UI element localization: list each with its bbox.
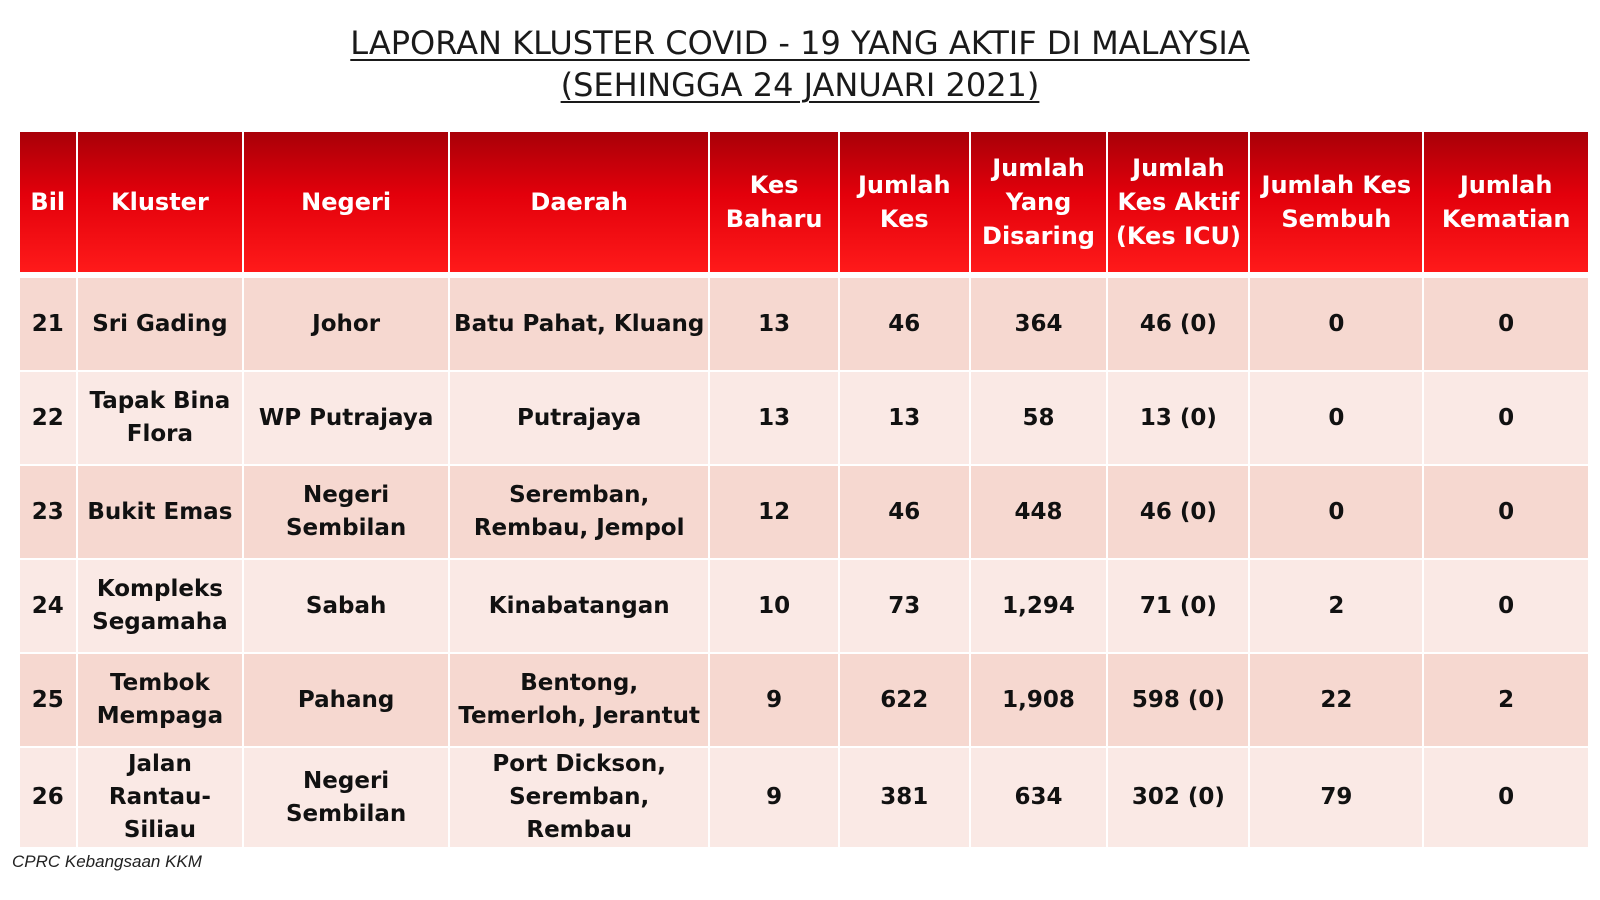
cell-jumlah-kes: 381 <box>840 748 969 847</box>
report-title <box>0 22 1600 106</box>
cell-kluster: Jalan Rantau-Siliau <box>78 748 243 847</box>
cell-kematian: 0 <box>1424 278 1588 370</box>
header-kluster: Kluster <box>78 132 243 272</box>
header-bil: Bil <box>20 132 76 272</box>
cell-kes-aktif: 71 (0) <box>1108 560 1248 652</box>
header-jumlah-disaring: Jumlah Yang Disaring <box>971 132 1107 272</box>
header-daerah: Daerah <box>450 132 708 272</box>
cell-jumlah-kes: 622 <box>840 654 969 746</box>
cell-kematian: 0 <box>1424 372 1588 464</box>
cell-jumlah-kes: 13 <box>840 372 969 464</box>
cell-jumlah-disaring: 58 <box>971 372 1107 464</box>
title-line-1 <box>0 22 1600 64</box>
cell-kluster: Tembok Mempaga <box>78 654 243 746</box>
cell-negeri: Negeri Sembilan <box>244 748 448 847</box>
cell-jumlah-kes: 46 <box>840 466 969 558</box>
cell-kes-sembuh: 0 <box>1250 278 1422 370</box>
cell-daerah: Batu Pahat, Kluang <box>450 278 708 370</box>
cell-bil: 22 <box>20 372 76 464</box>
cell-kes-sembuh: 0 <box>1250 372 1422 464</box>
header-divider-cell <box>20 274 1588 276</box>
cell-negeri: Sabah <box>244 560 448 652</box>
cell-negeri: Johor <box>244 278 448 370</box>
table-row <box>20 278 1588 370</box>
cell-kes-sembuh: 2 <box>1250 560 1422 652</box>
cell-bil: 24 <box>20 560 76 652</box>
cell-negeri: Pahang <box>244 654 448 746</box>
table-row <box>20 466 1588 558</box>
table-row <box>20 654 1588 746</box>
cell-daerah: Putrajaya <box>450 372 708 464</box>
header-kematian: Jumlah Kematian <box>1424 132 1588 272</box>
header-kes-sembuh: Jumlah Kes Sembuh <box>1250 132 1422 272</box>
cell-bil: 26 <box>20 748 76 847</box>
cell-kes-aktif: 13 (0) <box>1108 372 1248 464</box>
cell-kematian: 2 <box>1424 654 1588 746</box>
cell-kluster: Sri Gading <box>78 278 243 370</box>
header-negeri: Negeri <box>244 132 448 272</box>
cell-kes-baharu: 10 <box>710 560 838 652</box>
cell-jumlah-disaring: 634 <box>971 748 1107 847</box>
cell-kes-aktif: 46 (0) <box>1108 278 1248 370</box>
cell-kes-baharu: 13 <box>710 372 838 464</box>
header-divider <box>20 274 1588 276</box>
cell-kes-aktif: 598 (0) <box>1108 654 1248 746</box>
cell-kluster: Bukit Emas <box>78 466 243 558</box>
cell-daerah: Port Dickson, Seremban, Rembau <box>450 748 708 847</box>
cell-kes-baharu: 13 <box>710 278 838 370</box>
cell-kes-aktif: 302 (0) <box>1108 748 1248 847</box>
cell-kes-baharu: 9 <box>710 654 838 746</box>
title-line-2 <box>0 64 1600 106</box>
cell-jumlah-disaring: 1,294 <box>971 560 1107 652</box>
header-kes-baharu: Kes Baharu <box>710 132 838 272</box>
cluster-table <box>18 130 1590 849</box>
cell-jumlah-disaring: 364 <box>971 278 1107 370</box>
title-text-2: (SEHINGGA 24 JANUARI 2021) <box>560 66 1040 104</box>
cell-daerah: Seremban, Rembau, Jempol <box>450 466 708 558</box>
cell-kes-sembuh: 79 <box>1250 748 1422 847</box>
cell-kes-baharu: 12 <box>710 466 838 558</box>
cell-jumlah-kes: 46 <box>840 278 969 370</box>
cell-negeri: Negeri Sembilan <box>244 466 448 558</box>
cell-jumlah-disaring: 1,908 <box>971 654 1107 746</box>
cell-bil: 21 <box>20 278 76 370</box>
table-row <box>20 748 1588 847</box>
cell-kes-sembuh: 22 <box>1250 654 1422 746</box>
cell-bil: 23 <box>20 466 76 558</box>
cell-kes-aktif: 46 (0) <box>1108 466 1248 558</box>
cell-kematian: 0 <box>1424 466 1588 558</box>
source-credit: CPRC Kebangsaan KKM <box>12 852 202 871</box>
cell-kluster: Tapak Bina Flora <box>78 372 243 464</box>
table-row <box>20 372 1588 464</box>
title-text-1: LAPORAN KLUSTER COVID - 19 YANG AKTIF DI MALAYSIA <box>350 24 1250 62</box>
cell-kluster: Kompleks Segamaha <box>78 560 243 652</box>
cell-kematian: 0 <box>1424 748 1588 847</box>
header-row <box>20 132 1588 272</box>
header-kes-aktif: Jumlah Kes Aktif (Kes ICU) <box>1108 132 1248 272</box>
cell-kes-baharu: 9 <box>710 748 838 847</box>
cell-kes-sembuh: 0 <box>1250 466 1422 558</box>
table-row <box>20 560 1588 652</box>
cell-kematian: 0 <box>1424 560 1588 652</box>
cell-jumlah-kes: 73 <box>840 560 969 652</box>
cell-jumlah-disaring: 448 <box>971 466 1107 558</box>
cell-negeri: WP Putrajaya <box>244 372 448 464</box>
cell-daerah: Kinabatangan <box>450 560 708 652</box>
cell-daerah: Bentong, Temerloh, Jerantut <box>450 654 708 746</box>
cell-bil: 25 <box>20 654 76 746</box>
header-jumlah-kes: Jumlah Kes <box>840 132 969 272</box>
